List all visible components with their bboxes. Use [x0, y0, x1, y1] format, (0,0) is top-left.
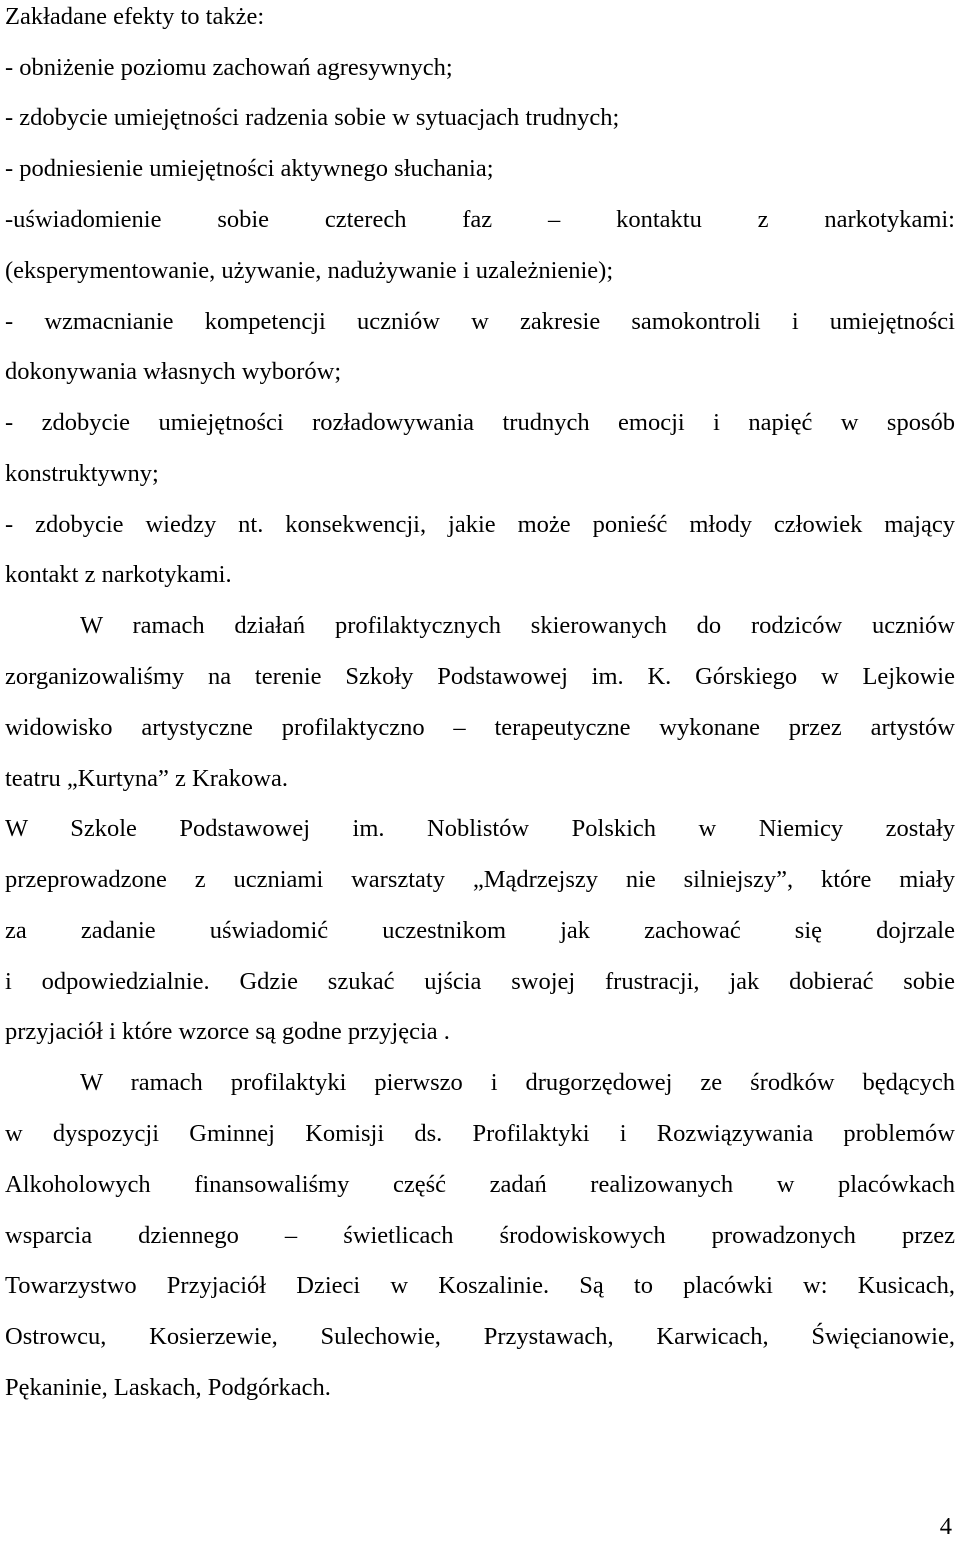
- text-line: Alkoholowych finansowaliśmy część zadań realizowanych w placówkach: [5, 1171, 955, 1198]
- text-line: - zdobycie umiejętności rozładowywania trudnych emocji i napięć w sposób: [5, 409, 955, 436]
- text-line: Zakładane efekty to także:: [5, 3, 265, 30]
- text-line: W Szkole Podstawowej im. Noblistów Polskich w Niemicy zostały: [5, 815, 955, 842]
- text-line: w dyspozycji Gminnej Komisji ds. Profilaktyki i Rozwiązywania problemów: [5, 1120, 955, 1147]
- text-line: dokonywania własnych wyborów;: [5, 358, 342, 385]
- text-line: -uświadomienie sobie czterech faz – kontaktu z narkotykami:: [5, 206, 955, 233]
- text-line: zorganizowaliśmy na terenie Szkoły Podstawowej im. K. Górskiego w Lejkowie: [5, 663, 955, 690]
- text-line: przyjaciół i które wzorce są godne przyjęcia .: [5, 1018, 450, 1045]
- text-line: - wzmacnianie kompetencji uczniów w zakresie samokontroli i umiejętności: [5, 308, 955, 335]
- text-line: - zdobycie wiedzy nt. konsekwencji, jakie może ponieść młody człowiek mający: [5, 511, 955, 538]
- text-line: i odpowiedzialnie. Gdzie szukać ujścia swojej frustracji, jak dobierać sobie: [5, 968, 955, 995]
- text-line: widowisko artystyczne profilaktyczno – terapeutyczne wykonane przez artystów: [5, 714, 955, 741]
- text-line: za zadanie uświadomić uczestnikom jak zachować się dojrzale: [5, 917, 955, 944]
- text-line: Ostrowcu, Kosierzewie, Sulechowie, Przystawach, Karwicach, Święcianowie,: [5, 1323, 955, 1350]
- text-line: (eksperymentowanie, używanie, nadużywanie i uzależnienie);: [5, 257, 614, 284]
- text-line: W ramach działań profilaktycznych skierowanych do rodziców uczniów: [80, 612, 955, 639]
- text-line: - zdobycie umiejętności radzenia sobie w sytuacjach trudnych;: [5, 104, 620, 131]
- text-line: kontakt z narkotykami.: [5, 561, 232, 588]
- text-line: przeprowadzone z uczniami warsztaty „Mądrzejszy nie silniejszy”, które miały: [5, 866, 955, 893]
- text-line: W ramach profilaktyki pierwszo i drugorzędowej ze środków będących: [80, 1069, 955, 1096]
- text-line: Towarzystwo Przyjaciół Dzieci w Koszalinie. Są to placówki w: Kusicach,: [5, 1272, 955, 1299]
- text-line: - obniżenie poziomu zachowań agresywnych;: [5, 54, 453, 81]
- text-line: teatru „Kurtyna” z Krakowa.: [5, 765, 288, 792]
- text-line: wsparcia dziennego – świetlicach środowiskowych prowadzonych przez: [5, 1222, 955, 1249]
- page-number: 4: [939, 1513, 952, 1540]
- text-line: konstruktywny;: [5, 460, 159, 487]
- text-line: - podniesienie umiejętności aktywnego słuchania;: [5, 155, 494, 182]
- text-line: Pękaninie, Laskach, Podgórkach.: [5, 1374, 331, 1401]
